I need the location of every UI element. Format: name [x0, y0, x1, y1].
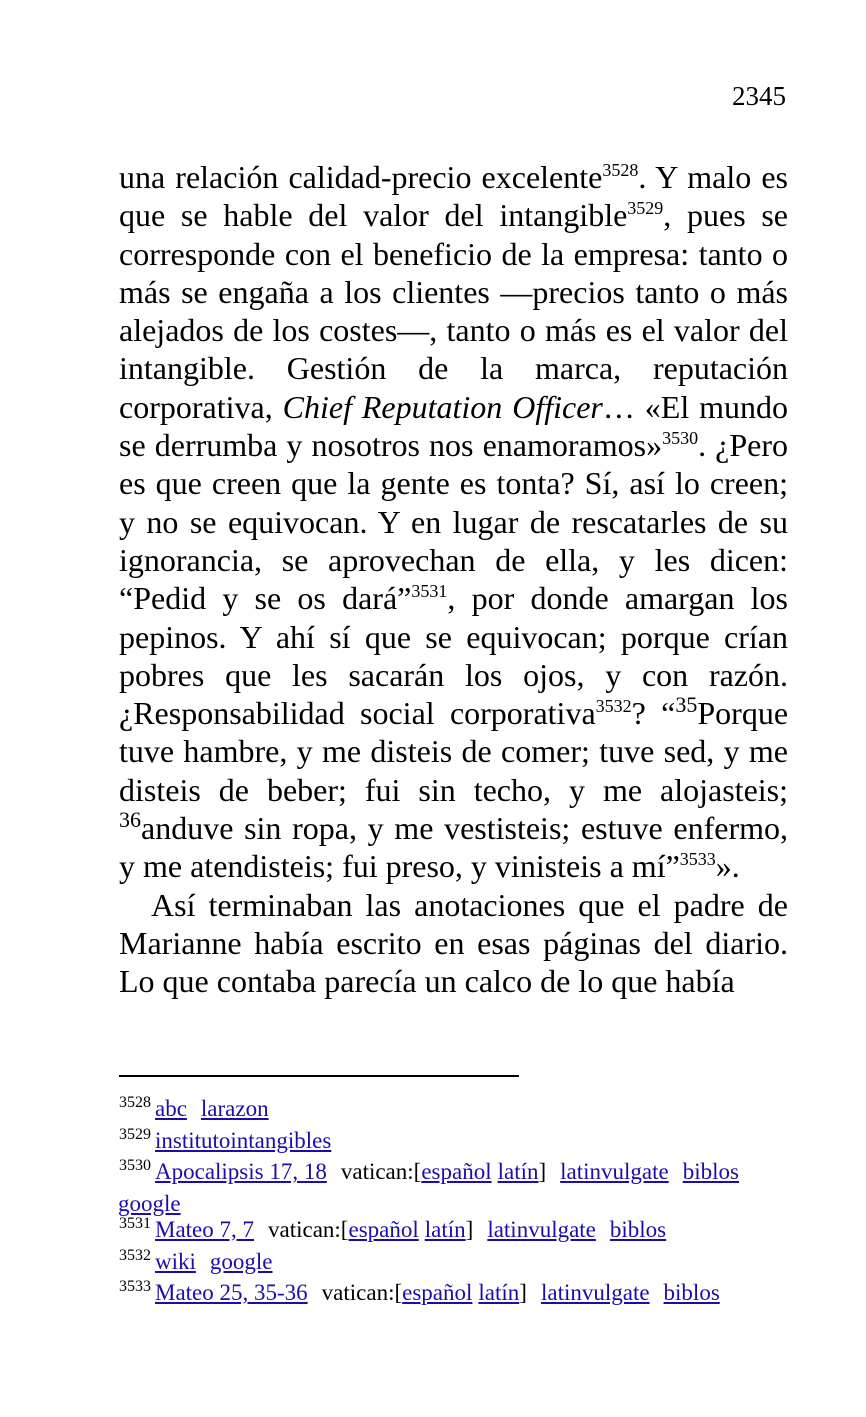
footnote-divider: [119, 1075, 519, 1077]
footnote-ref[interactable]: 3528: [602, 160, 639, 180]
link-latinvulgate[interactable]: latinvulgate: [560, 1159, 669, 1185]
link-google[interactable]: google: [209, 1248, 273, 1274]
footnote-ref[interactable]: 3532: [595, 696, 632, 717]
link-wiki[interactable]: wiki: [155, 1248, 196, 1274]
footnote-number: 3532: [119, 1246, 151, 1264]
page-number: 2345: [732, 81, 786, 111]
link-vatican-latin[interactable]: latín: [478, 1280, 520, 1306]
link-scripture-ref[interactable]: Apocalipsis 17, 18: [155, 1159, 327, 1185]
footnotes: [119, 1093, 788, 1309]
body-text: [119, 158, 788, 1001]
link-scripture-ref[interactable]: Mateo 25, 35-36: [155, 1280, 308, 1306]
link-abc[interactable]: abc: [155, 1096, 187, 1121]
link-biblos[interactable]: biblos: [609, 1216, 667, 1242]
verse-number: 36: [119, 807, 141, 833]
italic-text: Chief Reputation Officer: [282, 388, 603, 425]
link-scripture-ref[interactable]: Mateo 7, 7: [155, 1216, 255, 1242]
link-vatican-espanol[interactable]: español: [421, 1159, 492, 1185]
footnote-3533: $^{3533}$ Mateo 25, 35-36 vatican:[español latín] latinvulgate biblos: [119, 1278, 720, 1306]
footnote-number: 3529: [119, 1125, 151, 1143]
footnote-number: 3528: [119, 1094, 151, 1111]
link-latinvulgate[interactable]: latinvulgate: [540, 1280, 650, 1306]
footnote-ref[interactable]: 3529: [627, 198, 664, 219]
link-institutointangibles[interactable]: institutointangibles: [155, 1127, 332, 1153]
footnote-ref[interactable]: 3530: [662, 428, 699, 449]
footnote-3532: [119, 1246, 788, 1278]
footnote-number: 3531: [119, 1214, 151, 1232]
footnote-3528: [119, 1093, 788, 1125]
link-larazon[interactable]: larazon: [200, 1096, 269, 1121]
link-vatican-espanol[interactable]: español: [348, 1216, 419, 1242]
paragraph-1: una relación calidad-precio excelente$^{3528}$. Y malo es que se hable del valor del intangible$^{3529}$, pues se corresponde con el beneficio de la empresa: tanto o más se engaña a los clientes —precios tanto o más alejados de los costes—, tanto o más es el valor del intangible. Gestión de la marca, reputación corporativa, Chief Reputation Officer… «El mundo se derrumba y nosotros nos enamoramos»$^{3530}$. ¿Pero es que creen que la gente es tonta? Sí, así lo creen; y no se equivocan. Y en lugar de rescatarles de su ignorancia, se aprovechan de ella, y les dicen: “Pedid y se os dará”$^{3531}$, por donde amargan los pepinos. Y ahí sí que se equivocan; porque crían pobres que les sacarán los ojos, y con razón. ¿Responsabilidad social corporativa$^{3532}$? “$^{35}$Porque tuve hambre, y me disteis de comer; tuve sed, y me disteis de beber; fui sin techo, y me alojasteis; $^{36}$anduve sin ropa, y me vestisteis; estuve enfermo, y me atendisteis; fui preso, y vinisteis a mí”$^{3533}$».: [119, 159, 789, 885]
footnote-3530: $^{3530}$ Apocalipsis 17, 18 vatican:[español latín] latinvulgate biblos google: [118, 1157, 739, 1217]
link-latinvulgate[interactable]: latinvulgate: [487, 1216, 596, 1242]
link-vatican-espanol[interactable]: español: [402, 1280, 473, 1306]
verse-number: 35: [675, 692, 698, 718]
footnote-3531: $^{3531}$ Mateo 7, 7 vatican:[español latín] latinvulgate biblos: [119, 1214, 667, 1242]
link-biblos[interactable]: biblos: [682, 1159, 739, 1185]
footnote-3529: [119, 1125, 788, 1157]
footnote-number: 3530: [119, 1157, 151, 1175]
paragraph-2: Así terminaban las anotaciones que el padre de Marianne había escrito en esas páginas del diario. Lo que contaba parecía un calco de lo que había: [119, 886, 788, 1000]
link-google[interactable]: google: [118, 1191, 181, 1217]
footnote-ref[interactable]: 3531: [411, 581, 448, 602]
footnote-number: 3533: [119, 1278, 151, 1296]
footnote-ref[interactable]: 3533: [679, 849, 716, 870]
link-vatican-latin[interactable]: latín: [497, 1159, 539, 1185]
link-biblos[interactable]: biblos: [663, 1280, 720, 1306]
link-vatican-latin[interactable]: latín: [424, 1216, 466, 1242]
